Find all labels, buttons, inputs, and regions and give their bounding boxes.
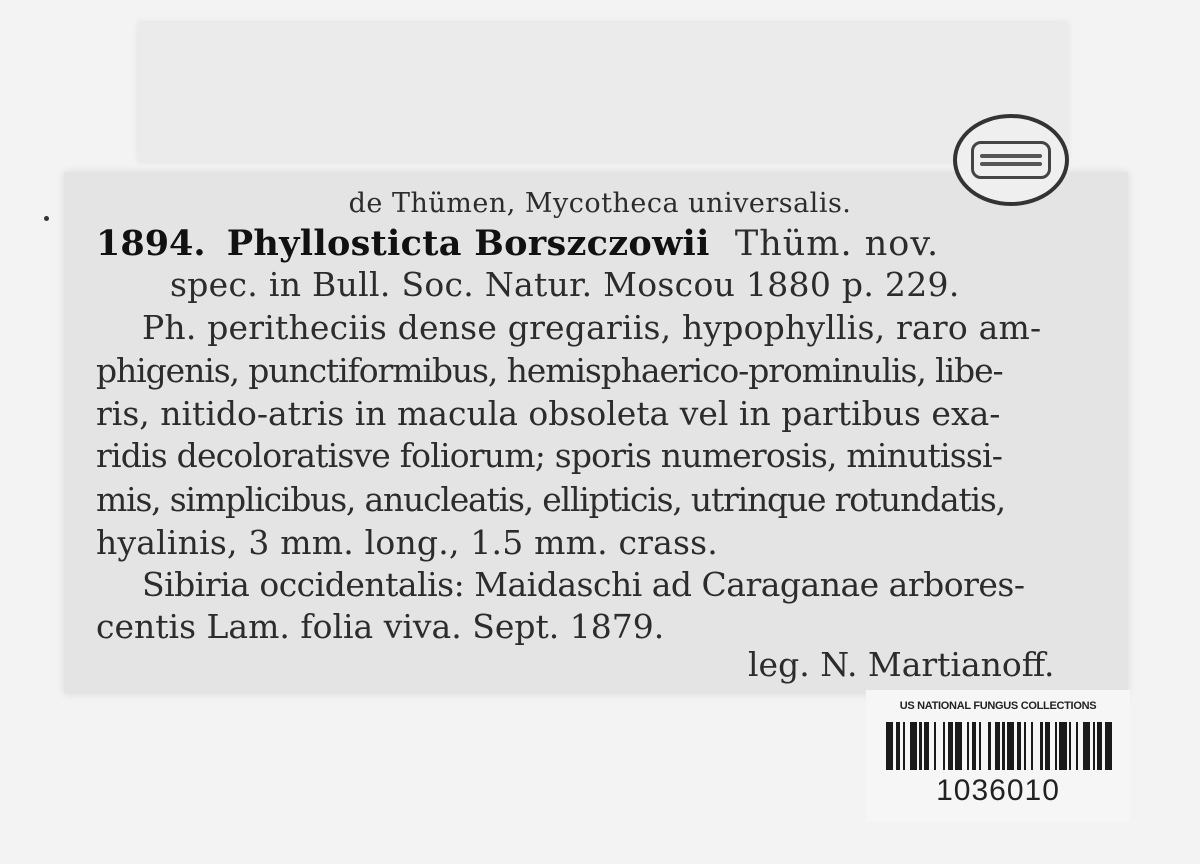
- barcode-bar: [955, 722, 962, 770]
- stamp-bar: [980, 154, 1042, 158]
- barcode-bar: [886, 722, 893, 770]
- barcode-bar: [1083, 722, 1090, 770]
- barcode-bar: [1105, 722, 1112, 770]
- barcode-number: 1036010: [936, 774, 1060, 807]
- label-header: de Thümen, Mycotheca universalis.: [348, 188, 852, 219]
- barcode-label: [866, 690, 1130, 822]
- label-line: phigenis, punctiformibus, hemisphaerico-prominulis, libe-: [96, 351, 1003, 390]
- species-title: [96, 223, 940, 264]
- barcode-bar: [1112, 722, 1114, 770]
- collector-line: leg. N. Martianoff.: [748, 645, 1055, 684]
- barcode-bar: [910, 722, 917, 770]
- label-line: Ph. peritheciis dense gregariis, hypophyllis, raro am-: [142, 308, 1042, 347]
- upper-paper-strip: [138, 22, 1068, 162]
- species-authority: Thüm. nov.: [734, 224, 940, 264]
- label-line: centis Lam. folia viva. Sept. 1879.: [96, 607, 665, 646]
- exsiccata-number: 1894.: [96, 223, 206, 264]
- barcode-bar: [1033, 722, 1040, 770]
- label-line: spec. in Bull. Soc. Natur. Moscou 1880 p. 229.: [170, 265, 960, 304]
- collection-name: US NATIONAL FUNGUS COLLECTIONS: [899, 700, 1097, 712]
- barcode-bar: [1007, 722, 1014, 770]
- label-line: hyalinis, 3 mm. long., 1.5 mm. crass.: [96, 523, 718, 562]
- barcode-bar: [981, 722, 988, 770]
- barcode-bar: [936, 722, 943, 770]
- stamp-inner-frame: [971, 141, 1051, 179]
- label-line: mis, simplicibus, anucleatis, ellipticis, utrinque rotundatis,: [96, 480, 1005, 519]
- label-line: ridis decoloratisve foliorum; sporis numerosis, minutissi-: [96, 436, 1003, 475]
- barcode-icon: [886, 722, 1114, 770]
- barcode-bar: [1059, 722, 1066, 770]
- label-line: Sibiria occidentalis: Maidaschi ad Caraganae arbores-: [142, 565, 1025, 604]
- label-line: ris, nitido-atris in macula obsoleta vel in partibus exa-: [96, 394, 1001, 433]
- species-name: Phyllosticta Borszczowii: [226, 223, 710, 264]
- stamp-bar: [980, 162, 1042, 166]
